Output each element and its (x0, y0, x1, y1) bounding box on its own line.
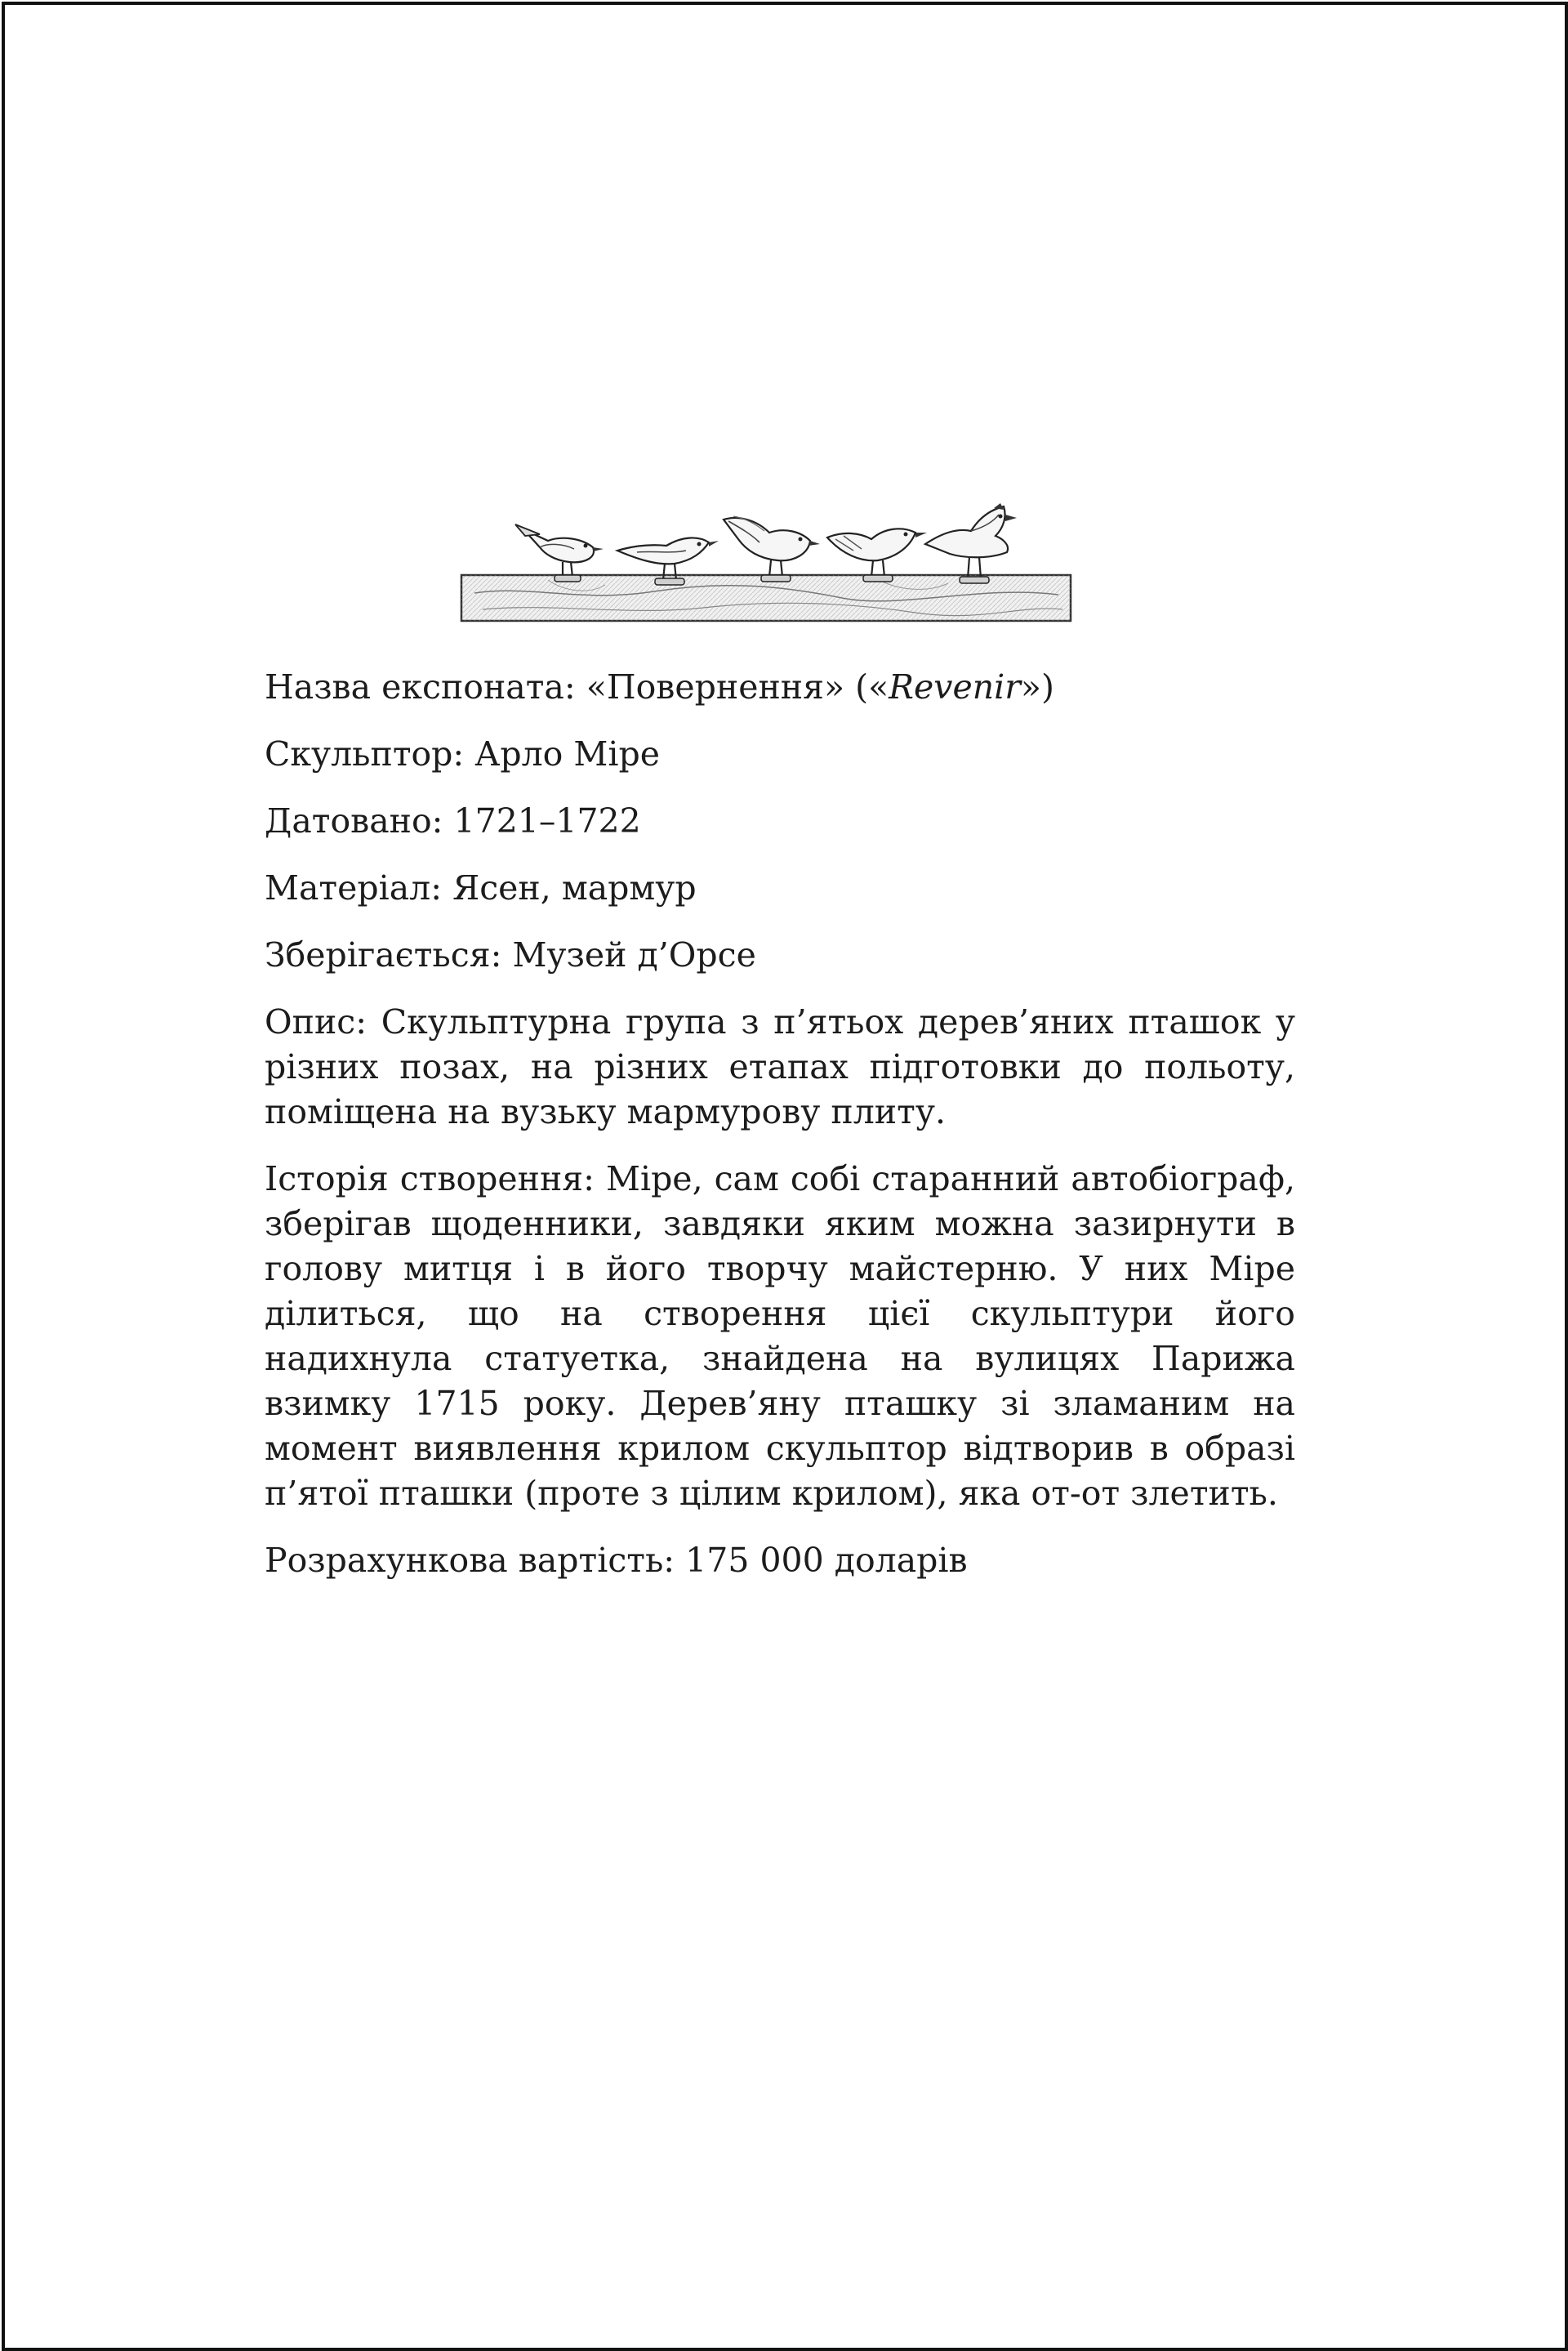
exhibit-name-original-title: Revenir (889, 667, 1021, 707)
history-paragraph (265, 1157, 1295, 1516)
location-line (265, 933, 1295, 978)
exhibit-name-line (265, 665, 1295, 710)
dated-line (265, 799, 1295, 844)
sculptor-value: Арло Міре (474, 734, 660, 774)
bird-5-icon (925, 503, 1017, 583)
location-label: Зберігається: (265, 935, 502, 975)
value-estimate-value: 175 000 доларів (685, 1541, 968, 1580)
book-page (2, 2, 1568, 2351)
birds-sculpture-illustration (458, 495, 1075, 626)
material-label: Матеріал: (265, 868, 443, 908)
bird-3-icon (724, 516, 820, 582)
history-label: Історія створення: (265, 1159, 595, 1198)
bird-4-icon (827, 529, 927, 582)
exhibit-name-label: Назва експоната: (265, 667, 576, 707)
exhibit-name-value-open: «Повернення» (« (586, 667, 889, 707)
history-value: Міре, сам собі старанний автобіограф, зберігав щоденники, завдяки яким можна зазирнути в голову митця і в його творчу майстерню. У них Міре ділиться, що на створення цієї скульптури його надихнула статуетка, знайдена на вулицях Парижа взимку 1715 року. Дерев’яну пташку зі зламаним на момент виявлення крилом скульптор відтворив в образі п’ятої пташки (проте з цілим крилом), яка от-от злетить. (265, 1159, 1295, 1513)
description-label: Опис: (265, 1002, 368, 1042)
sculptor-line (265, 732, 1295, 777)
sculptor-label: Скульптор: (265, 734, 465, 774)
dated-value: 1721–1722 (453, 801, 641, 841)
material-line (265, 866, 1295, 911)
dated-label: Датовано: (265, 801, 443, 841)
bird-1-icon (515, 524, 604, 582)
exhibit-name-value-close: ») (1020, 667, 1054, 707)
description-value: Скульптурна група з п’ятьох дерев’яних пташок у різних позах, на різних етапах підготовки до польоту, поміщена на вузьку мармурову плиту. (265, 1002, 1295, 1131)
material-value: Ясен, мармур (452, 868, 697, 908)
location-value: Музей д’Орсе (512, 935, 756, 975)
description-paragraph (265, 1000, 1295, 1135)
value-estimate-line (265, 1538, 1295, 1583)
exhibit-card (265, 665, 1295, 1605)
value-estimate-label: Розрахункова вартість: (265, 1541, 675, 1580)
